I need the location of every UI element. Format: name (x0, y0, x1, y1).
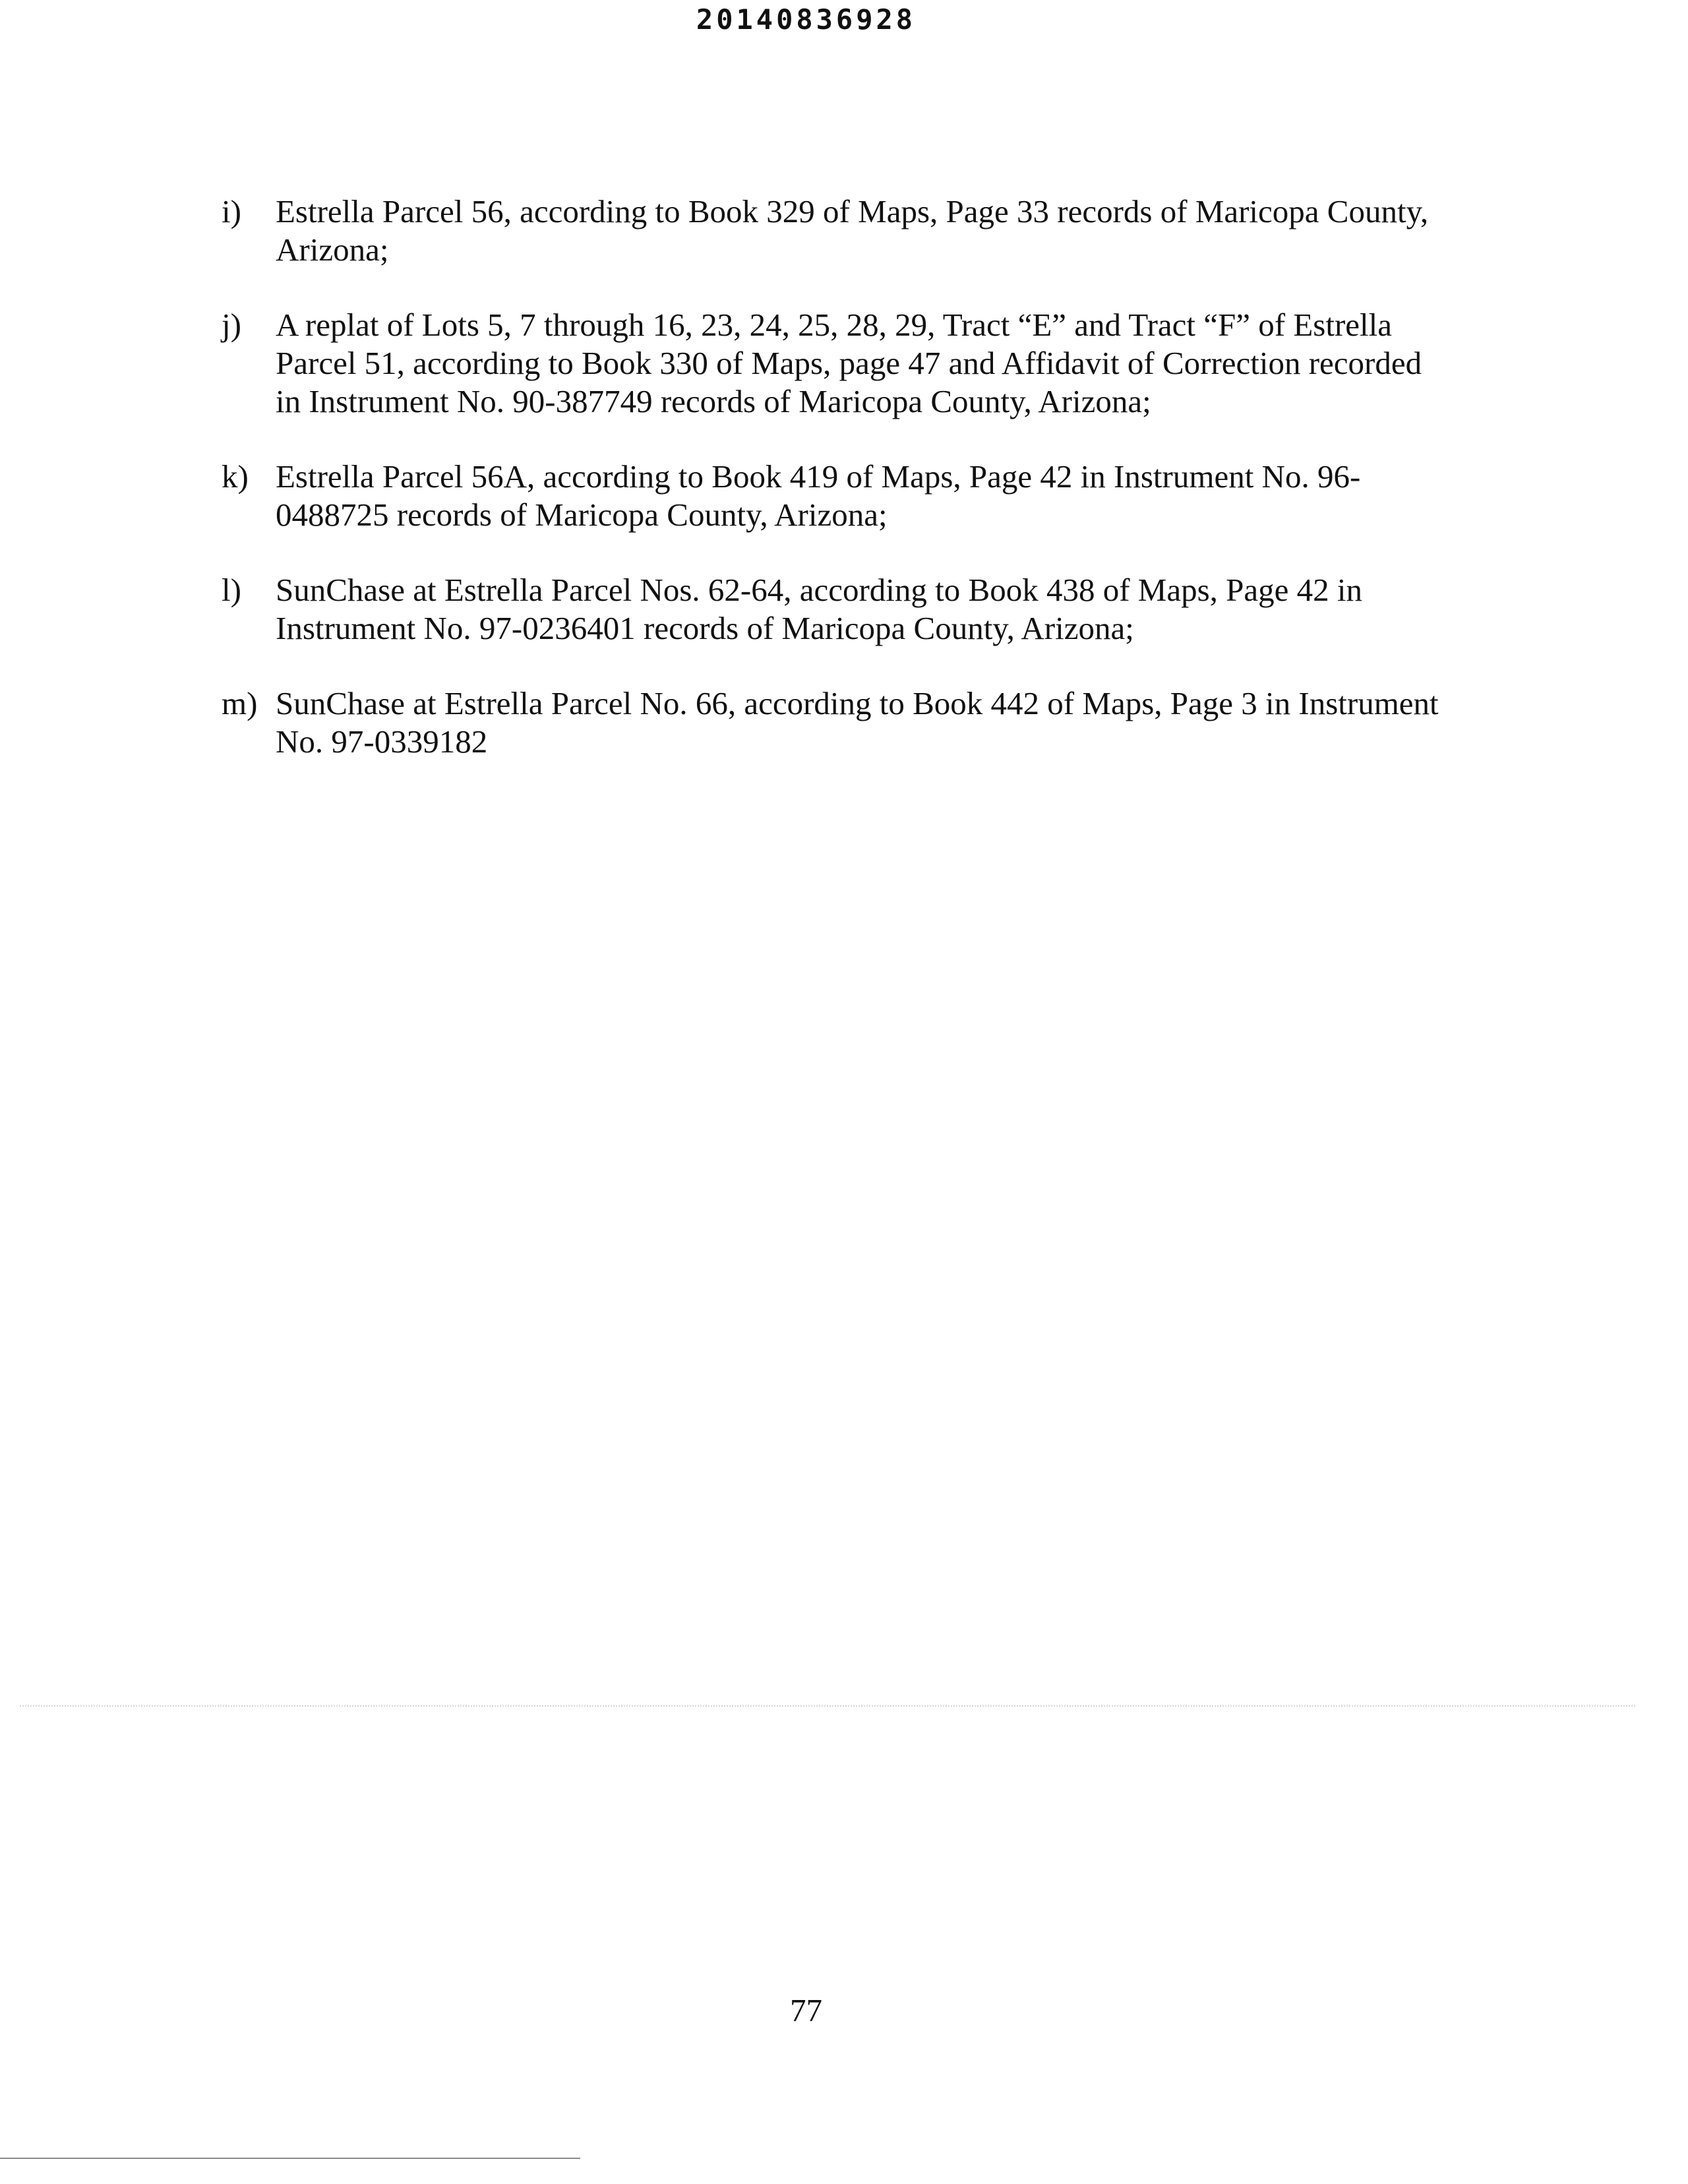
list-item (222, 193, 1474, 269)
item-text: Estrella Parcel 56A, according to Book 419 of Maps, Page 42 in Instrument No. 96- 0488725 records of Maricopa County, Arizona; (276, 458, 1361, 533)
page-number: 77 (790, 1992, 822, 2028)
scan-artifact-line (20, 1705, 1635, 1707)
item-text: SunChase at Estrella Parcel No. 66, according to Book 442 of Maps, Page 3 in Instrument No. 97-0339182 (276, 685, 1439, 760)
document-number: 20140836928 (696, 3, 917, 36)
item-text: A replat of Lots 5, 7 through 16, 23, 24, 25, 28, 29, Tract “E” and Tract “F” of Estrella Parcel 51, according to Book 330 of Maps, page 47 and Affidavit of Correction recorded in Instrument No. 90-387749 records of Maricopa County, Arizona; (276, 307, 1422, 419)
parcel-list (222, 193, 1474, 798)
item-text: SunChase at Estrella Parcel Nos. 62-64, according to Book 438 of Maps, Page 42 in Instrument No. 97-0236401 records of Maricopa County, Arizona; (276, 572, 1363, 646)
list-item (222, 458, 1474, 534)
item-label: i) (222, 193, 241, 229)
item-label: j) (222, 307, 241, 343)
item-label: l) (222, 572, 241, 608)
item-label: m) (222, 685, 258, 721)
list-item (222, 571, 1474, 648)
scan-edge-line (0, 2158, 580, 2159)
item-label: k) (222, 458, 249, 495)
item-text: Estrella Parcel 56, according to Book 329 of Maps, Page 33 records of Maricopa County, Arizona; (276, 193, 1429, 268)
list-item (222, 684, 1474, 761)
list-item (222, 306, 1474, 421)
